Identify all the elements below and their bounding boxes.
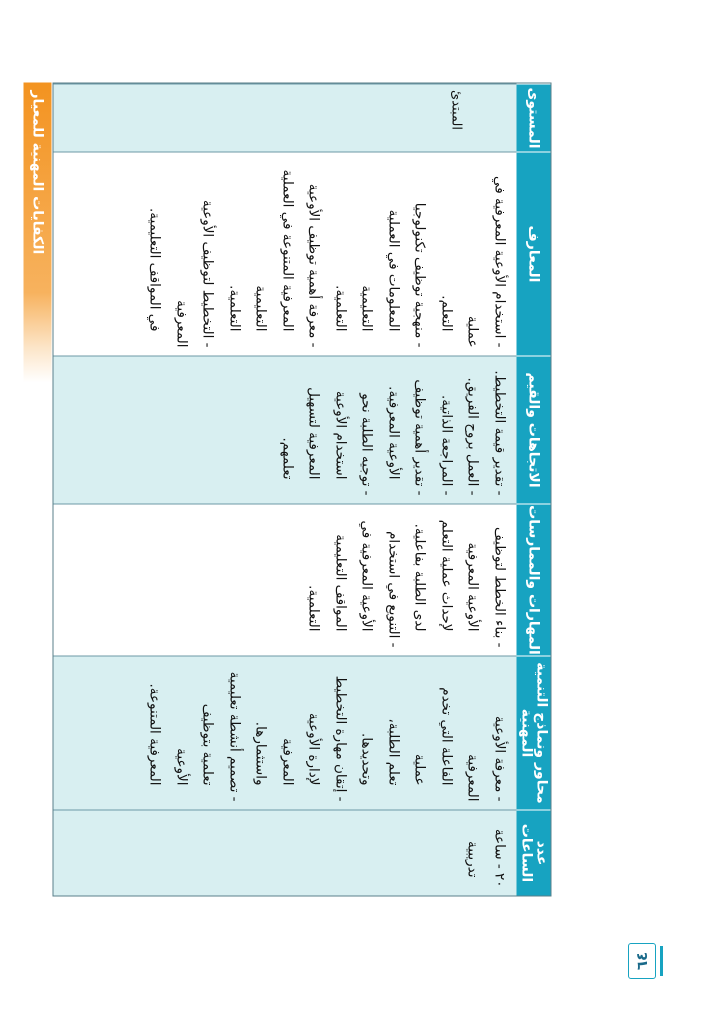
knowledge-line: التعلم. <box>438 295 455 332</box>
skill-line: لدى الطلبة بفاعلية. <box>412 523 428 632</box>
skill-line: التعلمية. <box>306 585 322 632</box>
header-knowledge: المعارف <box>517 152 551 356</box>
axes-line: تعلمية بتوظيف الأوعية <box>173 703 216 786</box>
cell-knowledge <box>54 152 517 356</box>
header-axes: محاور ونماذج التنمية المهنية <box>517 656 551 810</box>
attitude-line: - تقدير أهمية توظيف <box>412 379 428 496</box>
axes-line: تعلم الطلبة، وتحديدها. <box>359 718 402 786</box>
skill-line: - بناء الخطط لتوظيف <box>491 527 508 648</box>
knowledge-line: التعلمية. <box>226 285 243 332</box>
hours-line: تدريبية <box>465 840 481 878</box>
cell-axes <box>54 656 517 810</box>
hours-line: ٢٠ - ساعة <box>491 828 508 888</box>
knowledge-line: المعلومات في العملية التعليمية <box>359 209 402 332</box>
knowledge-line: التعلمية. <box>332 285 349 332</box>
header-skills: المهارات والممارسات <box>517 504 551 656</box>
knowledge-line: - معرفة أهمية توظيف الأوعية <box>306 183 322 348</box>
axes-line: واستثمارها. <box>253 721 269 786</box>
knowledge-line: في المواقف التعليمية. <box>147 207 163 332</box>
knowledge-line: - منهجية توظيف تكنولوجيا <box>412 202 428 348</box>
page-number: ٦٤ <box>628 943 656 979</box>
knowledge-line: المعرفية المتنوعة في العملية التعليمية <box>253 169 296 332</box>
attitude-line: المعرفية لتسهيل <box>306 387 322 480</box>
section-banner <box>24 83 52 383</box>
axes-line: - إتقان مهارة التخطيط <box>332 675 349 802</box>
header-level: المستوى <box>517 84 551 152</box>
page-number-rule <box>660 946 663 976</box>
axes-line: - تصميم أنشطة تعليمية <box>226 671 243 802</box>
attitude-line: - المراجعة الذاتية. <box>438 395 455 496</box>
cell-hours <box>54 810 517 896</box>
section-banner-label: الكفايات المهنية للمعيار <box>29 90 46 255</box>
attitude-line: - العمل بروح الفريق. <box>465 377 481 496</box>
knowledge-line: - استخدام الأوعية المعرفية في عملية <box>465 175 508 348</box>
header-attitudes: الاتجاهات والقيم <box>517 356 551 504</box>
skill-line: لإحداث عملية التعلم <box>438 519 455 632</box>
skill-line: المواقف التعليمية <box>332 534 349 632</box>
cell-attitudes <box>54 356 517 504</box>
competencies-table <box>53 83 552 897</box>
axes-line: - معرفة الأوعية المعرفية <box>465 715 508 802</box>
attitude-line: استخدام الأوعية <box>332 390 349 480</box>
header-hours: عدد الساعات <box>517 810 551 896</box>
axes-line: المعرفية المتنوعة. <box>147 683 163 786</box>
skill-line: - التنويع في استخدام <box>385 531 402 648</box>
attitude-line: الأوعية المعرفية. <box>385 386 402 480</box>
attitude-line: - توجيه الطلبة نحو <box>359 393 375 496</box>
knowledge-line: - التخطيط لتوظيف الأوعية المعرفية <box>173 199 216 348</box>
cell-level <box>54 84 517 152</box>
attitude-line: - تقدير قيمة التخطيط. <box>491 370 508 496</box>
skill-line: الأوعية المعرفية في <box>359 520 375 632</box>
level-value: المبتدئ <box>448 90 464 130</box>
axes-line: لإدارة الأوعية المعرفية <box>279 712 322 786</box>
axes-line: الفاعلة التي تخدم عملية <box>412 687 455 786</box>
cell-skills <box>54 504 517 656</box>
skill-line: الأوعية المعرفية <box>465 542 481 632</box>
attitude-line: تعلمهم. <box>279 437 296 480</box>
